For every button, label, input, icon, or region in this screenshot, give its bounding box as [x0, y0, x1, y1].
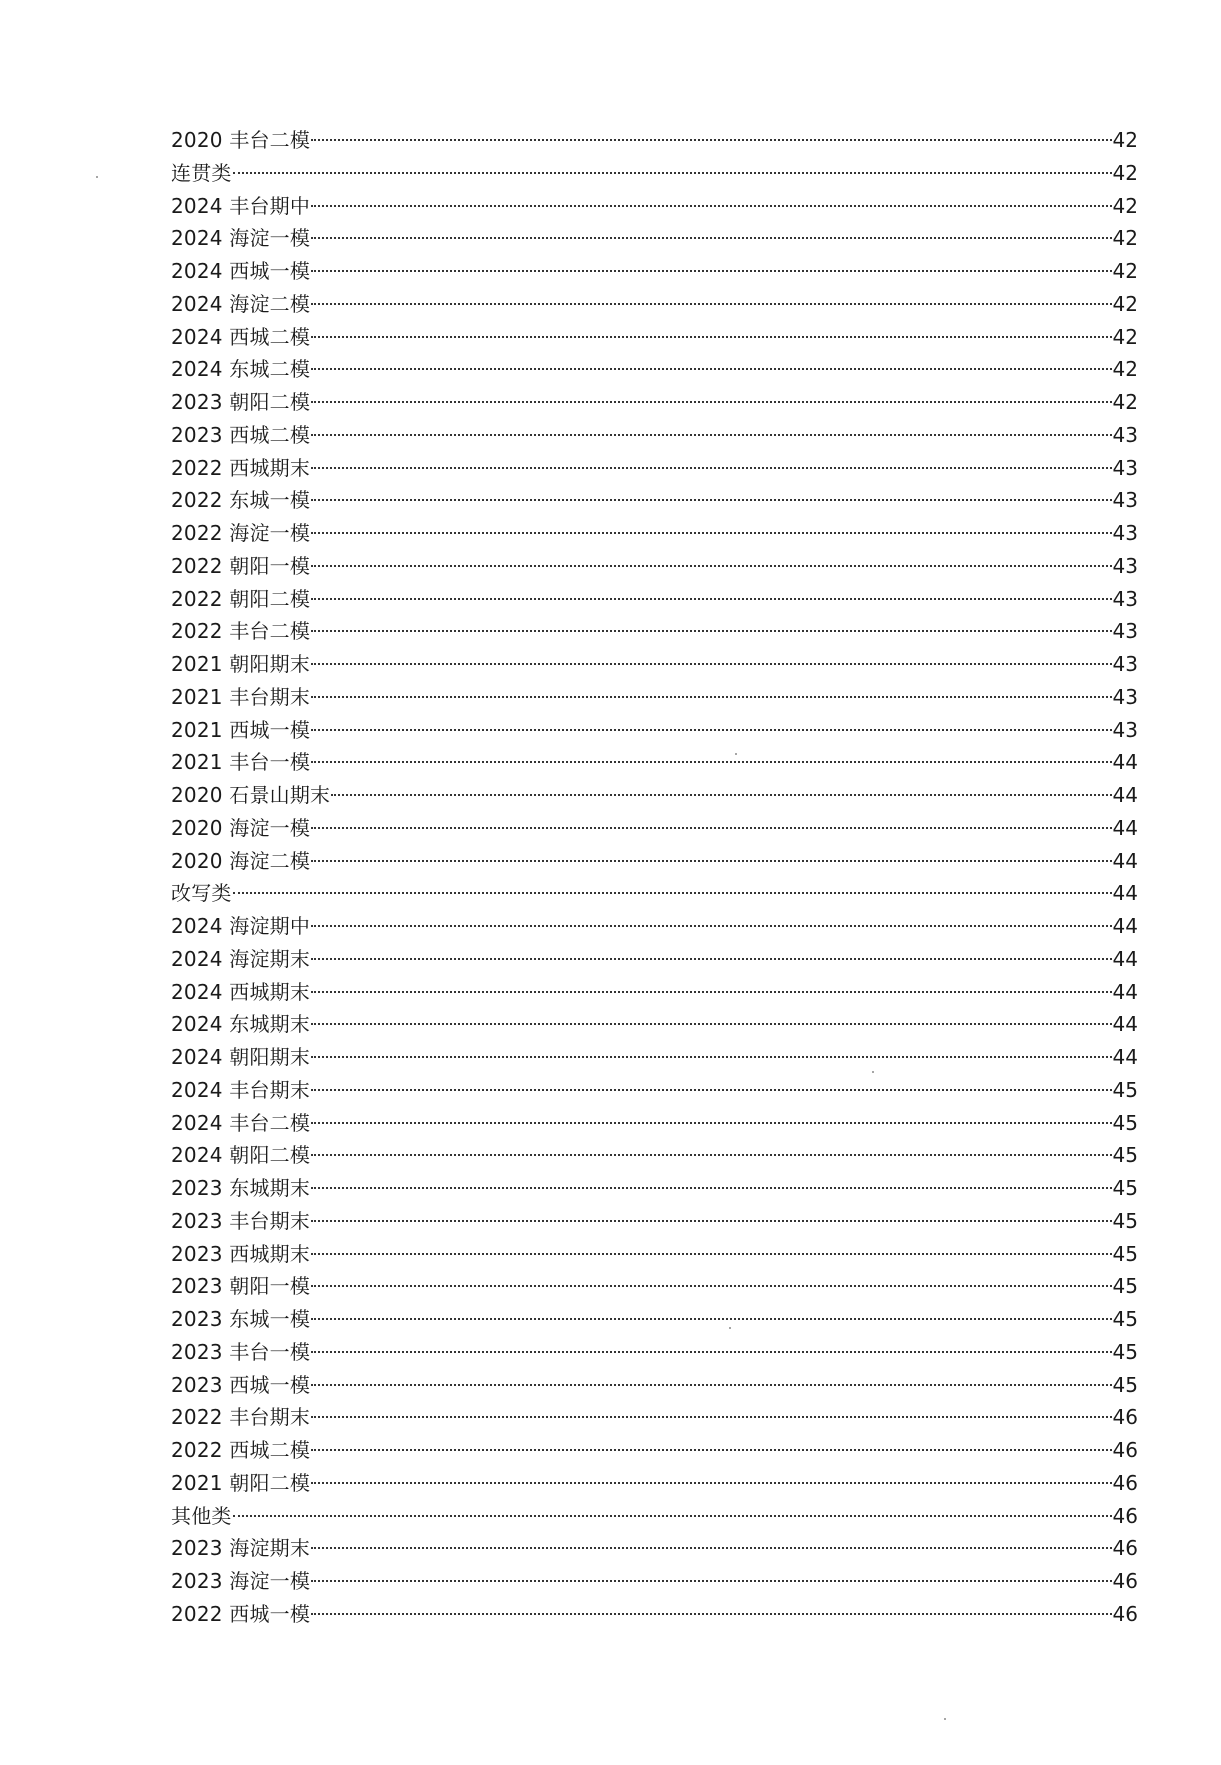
toc-dot-leader	[311, 1285, 1111, 1287]
toc-dot-leader	[311, 958, 1111, 960]
toc-page-number: 45	[1112, 1274, 1138, 1299]
toc-page-number: 44	[1112, 1012, 1138, 1037]
toc-entry-label: 2024 西城期末	[171, 979, 311, 1004]
toc-dot-leader	[311, 401, 1111, 403]
toc-entry-label: 2023 海淀一模	[171, 1569, 311, 1593]
toc-page-number: 46	[1112, 1503, 1138, 1528]
toc-dot-leader	[311, 565, 1111, 567]
toc-entry[interactable]	[171, 517, 1138, 550]
toc-dot-leader	[311, 630, 1111, 632]
toc-page-number: 45	[1112, 1372, 1138, 1397]
toc-page-number: 42	[1112, 160, 1138, 185]
toc-entry-label: 2023 西城一模	[171, 1372, 311, 1397]
toc-page-number: 44	[1112, 750, 1138, 775]
toc-page-number: 44	[1112, 881, 1138, 906]
toc-entry-label: 2024 海淀一模	[171, 226, 311, 251]
toc-page-number: 42	[1112, 226, 1138, 251]
toc-entry-label: 改写类	[171, 881, 232, 906]
toc-entry[interactable]	[171, 845, 1138, 878]
toc-page-number: 46	[1112, 1536, 1138, 1561]
toc-entry[interactable]	[171, 746, 1138, 779]
toc-page-number: 43	[1112, 422, 1138, 447]
toc-entry[interactable]	[171, 288, 1138, 321]
toc-page-number: 43	[1112, 717, 1138, 742]
toc-entry-label: 2023 东城一模	[171, 1307, 311, 1331]
scan-speck	[872, 1071, 874, 1073]
toc-entry[interactable]	[171, 583, 1138, 616]
toc-entry[interactable]	[171, 1434, 1138, 1467]
toc-entry-label: 2024 海淀期中	[171, 914, 311, 938]
toc-entry-label: 2021 朝阳期末	[171, 652, 311, 676]
toc-page-number: 46	[1112, 1601, 1138, 1626]
toc-dot-leader	[311, 1318, 1111, 1320]
toc-entry-label: 2024 丰台二模	[171, 1110, 311, 1135]
toc-entry[interactable]	[171, 157, 1138, 190]
toc-page-number: 45	[1112, 1110, 1138, 1135]
toc-entry-label: 2024 朝阳二模	[171, 1143, 311, 1168]
toc-dot-leader	[311, 827, 1111, 829]
toc-entry[interactable]	[171, 1139, 1138, 1172]
toc-entry-label: 2022 西城一模	[171, 1601, 311, 1626]
toc-page-number: 44	[1112, 979, 1138, 1004]
toc-page-number: 43	[1112, 652, 1138, 676]
toc-entry[interactable]	[171, 1598, 1138, 1631]
toc-dot-leader	[311, 925, 1111, 927]
toc-dot-leader	[311, 1089, 1111, 1091]
table-of-contents	[171, 124, 1138, 1631]
toc-page-number: 46	[1112, 1438, 1138, 1462]
scan-speck	[735, 753, 737, 755]
toc-entry[interactable]	[171, 124, 1138, 157]
toc-entry[interactable]	[171, 714, 1138, 747]
toc-entry-label: 2024 西城一模	[171, 259, 311, 283]
toc-page-number: 44	[1112, 946, 1138, 971]
toc-dot-leader	[311, 1482, 1111, 1484]
toc-page-number: 42	[1112, 291, 1138, 316]
toc-entry-label: 2022 丰台二模	[171, 619, 311, 644]
toc-entry[interactable]	[171, 1500, 1138, 1533]
toc-dot-leader	[311, 303, 1111, 305]
toc-dot-leader	[311, 860, 1111, 862]
toc-entry-label: 2022 西城二模	[171, 1438, 311, 1462]
toc-page-number: 43	[1112, 488, 1138, 513]
toc-entry[interactable]	[171, 976, 1138, 1009]
toc-entry-label: 2023 朝阳一模	[171, 1274, 311, 1299]
toc-entry[interactable]	[171, 1107, 1138, 1140]
toc-dot-leader	[311, 1449, 1111, 1451]
toc-entry[interactable]	[171, 910, 1138, 943]
toc-dot-leader	[233, 172, 1112, 174]
toc-dot-leader	[311, 270, 1111, 272]
toc-page-number: 42	[1112, 128, 1138, 152]
scan-speck	[729, 1327, 731, 1329]
toc-entry[interactable]	[171, 943, 1138, 976]
toc-page-number: 43	[1112, 684, 1138, 709]
toc-entry[interactable]	[171, 1172, 1138, 1205]
toc-page-number: 43	[1112, 455, 1138, 480]
toc-entry-label: 2024 东城期末	[171, 1012, 311, 1037]
toc-entry[interactable]	[171, 222, 1138, 255]
toc-entry[interactable]	[171, 681, 1138, 714]
toc-page-number: 43	[1112, 521, 1138, 545]
toc-entry-label: 2020 丰台二模	[171, 128, 311, 152]
toc-entry-label: 2022 海淀一模	[171, 521, 311, 545]
toc-dot-leader	[311, 598, 1111, 600]
toc-entry-label: 2020 海淀一模	[171, 815, 311, 840]
toc-page-number: 45	[1112, 1176, 1138, 1200]
toc-dot-leader	[311, 991, 1111, 993]
toc-dot-leader	[311, 237, 1111, 239]
toc-dot-leader	[311, 532, 1111, 534]
toc-dot-leader	[311, 1351, 1111, 1353]
toc-entry-label: 2023 丰台一模	[171, 1339, 311, 1364]
toc-entry-label: 2024 海淀二模	[171, 291, 311, 316]
toc-page-number: 42	[1112, 357, 1138, 382]
toc-entry[interactable]	[171, 321, 1138, 354]
toc-dot-leader	[311, 1056, 1111, 1058]
toc-entry[interactable]	[171, 1008, 1138, 1041]
toc-dot-leader	[311, 467, 1111, 469]
toc-dot-leader	[331, 794, 1111, 796]
toc-page-number: 44	[1112, 783, 1138, 807]
toc-dot-leader	[311, 761, 1111, 763]
toc-entry-label: 2023 海淀期末	[171, 1536, 311, 1561]
toc-entry[interactable]	[171, 1336, 1138, 1369]
toc-entry[interactable]	[171, 419, 1138, 452]
toc-entry[interactable]	[171, 615, 1138, 648]
toc-dot-leader	[233, 892, 1112, 894]
toc-page-number: 44	[1112, 914, 1138, 938]
toc-dot-leader	[311, 139, 1111, 141]
toc-entry[interactable]	[171, 1401, 1138, 1434]
toc-entry[interactable]	[171, 386, 1138, 419]
toc-entry-label: 连贯类	[171, 160, 232, 185]
toc-entry-label: 2022 朝阳一模	[171, 553, 311, 578]
toc-dot-leader	[311, 696, 1111, 698]
toc-dot-leader	[311, 205, 1111, 207]
toc-entry-label: 2023 东城期末	[171, 1176, 311, 1200]
toc-page-number: 43	[1112, 619, 1138, 644]
toc-entry[interactable]	[171, 550, 1138, 583]
toc-page-number: 43	[1112, 553, 1138, 578]
toc-page-number: 45	[1112, 1241, 1138, 1266]
toc-dot-leader	[311, 1613, 1111, 1615]
toc-entry-label: 2021 丰台一模	[171, 750, 311, 775]
toc-dot-leader	[233, 1515, 1112, 1517]
toc-entry[interactable]	[171, 1369, 1138, 1402]
toc-page-number: 45	[1112, 1339, 1138, 1364]
toc-entry[interactable]	[171, 1532, 1138, 1565]
toc-dot-leader	[311, 1416, 1111, 1418]
toc-page-number: 46	[1112, 1470, 1138, 1495]
toc-dot-leader	[311, 1384, 1111, 1386]
toc-entry[interactable]	[171, 255, 1138, 288]
toc-entry-label: 2024 丰台期中	[171, 193, 311, 218]
toc-entry-label: 2024 西城二模	[171, 324, 311, 349]
toc-dot-leader	[311, 1122, 1111, 1124]
toc-entry-label: 2024 东城二模	[171, 357, 311, 382]
toc-entry-label: 2024 海淀期末	[171, 946, 311, 971]
toc-dot-leader	[311, 1580, 1111, 1582]
toc-entry[interactable]	[171, 1041, 1138, 1074]
toc-dot-leader	[311, 1154, 1111, 1156]
toc-entry[interactable]	[171, 1238, 1138, 1271]
toc-page-number: 42	[1112, 259, 1138, 283]
toc-entry[interactable]	[171, 877, 1138, 910]
toc-entry-label: 2022 朝阳二模	[171, 586, 311, 611]
toc-entry-label: 2023 西城二模	[171, 422, 311, 447]
toc-dot-leader	[311, 336, 1111, 338]
toc-page-number: 43	[1112, 586, 1138, 611]
toc-entry-label: 2020 石景山期末	[171, 783, 331, 807]
toc-entry-label: 2021 西城一模	[171, 717, 311, 742]
toc-entry[interactable]	[171, 1205, 1138, 1238]
toc-entry[interactable]	[171, 353, 1138, 386]
toc-dot-leader	[311, 1253, 1111, 1255]
toc-page-number: 42	[1112, 390, 1138, 414]
toc-entry-label: 2024 朝阳期末	[171, 1045, 311, 1069]
scan-speck	[944, 1718, 946, 1720]
toc-entry-label: 2021 朝阳二模	[171, 1470, 311, 1495]
toc-entry[interactable]	[171, 812, 1138, 845]
toc-dot-leader	[311, 1220, 1111, 1222]
toc-dot-leader	[311, 1187, 1111, 1189]
toc-page-number: 44	[1112, 848, 1138, 873]
toc-entry-label: 2022 西城期末	[171, 455, 311, 480]
toc-page-number: 44	[1112, 815, 1138, 840]
toc-entry-label: 2024 丰台期末	[171, 1077, 311, 1102]
toc-page-number: 45	[1112, 1143, 1138, 1168]
toc-dot-leader	[311, 434, 1111, 436]
toc-entry[interactable]	[171, 648, 1138, 681]
toc-page-number: 45	[1112, 1208, 1138, 1233]
toc-entry[interactable]	[171, 484, 1138, 517]
toc-dot-leader	[311, 663, 1111, 665]
toc-entry[interactable]	[171, 1303, 1138, 1336]
toc-dot-leader	[311, 368, 1111, 370]
toc-entry-label: 2023 丰台期末	[171, 1208, 311, 1233]
toc-entry[interactable]	[171, 779, 1138, 812]
scan-speck	[96, 176, 98, 178]
toc-entry-label: 其他类	[171, 1503, 232, 1528]
toc-entry[interactable]	[171, 1270, 1138, 1303]
toc-dot-leader	[311, 499, 1111, 501]
toc-page-number: 45	[1112, 1307, 1138, 1331]
toc-dot-leader	[311, 1023, 1111, 1025]
toc-entry-label: 2022 丰台期末	[171, 1405, 311, 1430]
toc-page-number: 45	[1112, 1077, 1138, 1102]
toc-entry[interactable]	[171, 1074, 1138, 1107]
toc-entry[interactable]	[171, 1467, 1138, 1500]
toc-entry-label: 2022 东城一模	[171, 488, 311, 513]
toc-page-number: 44	[1112, 1045, 1138, 1069]
toc-entry[interactable]	[171, 452, 1138, 485]
toc-entry-label: 2023 西城期末	[171, 1241, 311, 1266]
toc-page-number: 46	[1112, 1405, 1138, 1430]
toc-page-number: 46	[1112, 1569, 1138, 1593]
toc-page-number: 42	[1112, 193, 1138, 218]
toc-entry-label: 2020 海淀二模	[171, 848, 311, 873]
toc-entry[interactable]	[171, 1565, 1138, 1598]
toc-dot-leader	[311, 729, 1111, 731]
toc-entry-label: 2023 朝阳二模	[171, 390, 311, 414]
toc-entry[interactable]	[171, 190, 1138, 223]
toc-dot-leader	[311, 1547, 1111, 1549]
toc-entry-label: 2021 丰台期末	[171, 684, 311, 709]
toc-page-number: 42	[1112, 324, 1138, 349]
